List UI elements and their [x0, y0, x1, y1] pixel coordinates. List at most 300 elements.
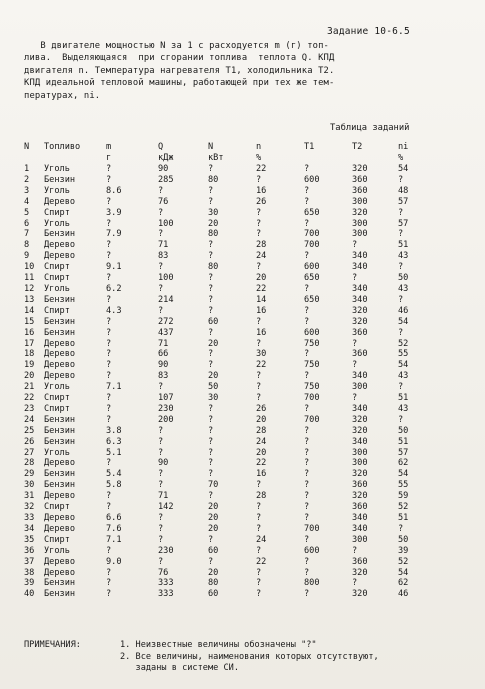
table-row	[24, 240, 426, 251]
cell-efficiency: 30	[256, 349, 267, 360]
cell-number: 14	[24, 305, 35, 316]
cell-mass: ?	[106, 393, 112, 404]
cell-efficiency: ?	[256, 262, 262, 273]
cell-number: 29	[24, 469, 35, 480]
cell-t1: ?	[304, 589, 310, 600]
problem-line: двигателя n. Температура нагревателя Т1, холодильника Т2.	[24, 65, 335, 76]
cell-power: ?	[208, 240, 214, 251]
cell-ideal-efficiency: 43	[398, 283, 409, 294]
cell-heat: 333	[158, 589, 174, 600]
cell-t1: ?	[304, 513, 310, 523]
cell-ideal-efficiency: ?	[398, 207, 404, 218]
table-row	[24, 415, 426, 426]
table-body	[24, 164, 426, 600]
cell-t2: 300	[352, 447, 368, 458]
cell-t2: 320	[352, 414, 368, 425]
cell-mass: 9.1	[106, 262, 122, 273]
cell-heat: 230	[158, 403, 174, 414]
cell-t2: 320	[352, 491, 368, 502]
task-number: Задание 10-6.5	[327, 26, 410, 37]
cell-number: 17	[24, 338, 35, 349]
table-row	[24, 426, 426, 437]
table-row	[24, 546, 426, 557]
cell-mass: ?	[106, 251, 112, 262]
table-row	[24, 229, 426, 240]
cell-fuel: Бензин	[44, 327, 76, 338]
cell-power: 70	[208, 480, 219, 491]
cell-efficiency: ?	[256, 567, 262, 578]
cell-power: 80	[208, 578, 219, 589]
cell-fuel: Дерево	[44, 458, 76, 469]
problem-line: лива. Выделяющаяся при сгорании топлива теплота Q. КПД	[24, 53, 335, 64]
cell-number: 18	[24, 349, 35, 360]
cell-mass: 7.1	[106, 382, 122, 393]
cell-efficiency: 22	[256, 360, 267, 371]
problem-line: В двигателе мощностью N за 1 с расходуется m (г) топ-	[24, 41, 329, 51]
unit-mass: г	[106, 153, 112, 163]
cell-number: 4	[24, 196, 30, 207]
cell-fuel: Бензин	[44, 480, 76, 491]
cell-efficiency: ?	[256, 371, 262, 382]
cell-number: 2	[24, 174, 30, 185]
cell-mass: ?	[106, 294, 112, 305]
cell-efficiency: 24	[256, 251, 267, 262]
unit-ideal-efficiency: %	[398, 153, 404, 163]
cell-efficiency: 28	[256, 425, 267, 436]
cell-heat: ?	[158, 556, 164, 567]
cell-number: 39	[24, 578, 35, 589]
cell-ideal-efficiency: 50	[398, 273, 409, 284]
cell-ideal-efficiency: 51	[398, 513, 409, 523]
cell-heat: 90	[158, 164, 169, 174]
table-row	[24, 349, 426, 360]
problem-line: пературах, ni.	[24, 90, 101, 101]
cell-t1: 700	[304, 414, 320, 425]
cell-fuel: Дерево	[44, 240, 76, 251]
cell-power: ?	[208, 327, 214, 338]
cell-ideal-efficiency: 50	[398, 425, 409, 436]
cell-t1: 600	[304, 174, 320, 185]
cell-fuel: Дерево	[44, 360, 76, 371]
header-t1: T1	[304, 142, 315, 152]
cell-ideal-efficiency: 62	[398, 458, 409, 469]
cell-power: 20	[208, 338, 219, 349]
cell-t1: ?	[304, 185, 310, 196]
cell-efficiency: ?	[256, 502, 262, 513]
table-row	[24, 295, 426, 306]
notes-label: ПРИМЕЧАНИЯ:	[24, 640, 81, 650]
cell-heat: ?	[158, 534, 164, 545]
cell-ideal-efficiency: 50	[398, 534, 409, 545]
cell-mass: ?	[106, 316, 112, 327]
cell-t1: ?	[304, 316, 310, 327]
header-mass: m	[106, 142, 112, 152]
cell-t1: 650	[304, 207, 320, 218]
problem-statement	[24, 40, 454, 102]
table-row	[24, 164, 426, 175]
cell-fuel: Бензин	[44, 469, 76, 480]
cell-number: 31	[24, 491, 35, 502]
cell-t2: ?	[352, 545, 358, 556]
cell-fuel: Спирт	[44, 207, 70, 218]
cell-heat: ?	[158, 185, 164, 196]
cell-fuel: Спирт	[44, 262, 70, 273]
cell-efficiency: 16	[256, 469, 267, 480]
table-row	[24, 219, 426, 230]
cell-t2: 300	[352, 229, 368, 240]
cell-number: 35	[24, 534, 35, 545]
cell-fuel: Бензин	[44, 414, 76, 425]
cell-heat: 90	[158, 360, 169, 371]
cell-heat: ?	[158, 305, 164, 316]
cell-t2: 300	[352, 534, 368, 545]
cell-number: 5	[24, 207, 30, 218]
cell-ideal-efficiency: 39	[398, 545, 409, 556]
cell-efficiency: ?	[256, 578, 262, 589]
cell-fuel: Бензин	[44, 174, 76, 185]
table-row	[24, 568, 426, 579]
cell-mass: 5.8	[106, 480, 122, 491]
cell-power: 60	[208, 589, 219, 600]
cell-heat: 71	[158, 338, 169, 349]
cell-t1: 700	[304, 523, 320, 534]
note-item: 1. Неизвестные величины обозначены "?"	[120, 640, 317, 650]
cell-t2: 360	[352, 556, 368, 567]
cell-t1: ?	[304, 305, 310, 316]
cell-t1: 600	[304, 262, 320, 273]
cell-power: 50	[208, 382, 219, 393]
cell-t2: 320	[352, 207, 368, 218]
cell-ideal-efficiency: ?	[398, 294, 404, 305]
note-row	[24, 663, 469, 675]
cell-power: ?	[208, 185, 214, 196]
cell-ideal-efficiency: ?	[398, 262, 404, 273]
cell-t2: ?	[352, 273, 358, 284]
cell-mass: ?	[106, 360, 112, 371]
cell-heat: 66	[158, 349, 169, 360]
cell-efficiency: ?	[256, 393, 262, 404]
cell-heat: ?	[158, 262, 164, 273]
cell-power: 80	[208, 262, 219, 273]
cell-t2: 340	[352, 513, 368, 523]
tasks-table	[24, 142, 426, 600]
table-row	[24, 382, 426, 393]
cell-t1: ?	[304, 196, 310, 207]
cell-efficiency: ?	[256, 480, 262, 491]
cell-heat: 107	[158, 393, 174, 404]
cell-t2: 320	[352, 425, 368, 436]
unit-power: кВт	[208, 153, 224, 163]
table-row	[24, 458, 426, 469]
table-row	[24, 557, 426, 568]
cell-mass: ?	[106, 327, 112, 338]
cell-t1: 650	[304, 273, 320, 284]
cell-t2: 340	[352, 262, 368, 273]
cell-heat: 200	[158, 414, 174, 425]
cell-t2: 320	[352, 305, 368, 316]
cell-number: 13	[24, 294, 35, 305]
cell-mass: ?	[106, 164, 112, 174]
cell-heat: 272	[158, 316, 174, 327]
table-row	[24, 175, 426, 186]
cell-mass: 6.2	[106, 283, 122, 294]
table-row	[24, 502, 426, 513]
cell-t2: 340	[352, 294, 368, 305]
cell-power: ?	[208, 164, 214, 174]
table-row	[24, 437, 426, 448]
cell-power: ?	[208, 273, 214, 284]
table-row	[24, 404, 426, 415]
cell-fuel: Дерево	[44, 349, 76, 360]
cell-t1: ?	[304, 502, 310, 513]
cell-t1: 800	[304, 578, 320, 589]
cell-power: ?	[208, 458, 214, 469]
table-row	[24, 186, 426, 197]
cell-fuel: Спирт	[44, 403, 70, 414]
cell-t2: 340	[352, 283, 368, 294]
notes	[24, 640, 469, 675]
cell-mass: ?	[106, 273, 112, 284]
cell-t1: 750	[304, 360, 320, 371]
cell-power: ?	[208, 283, 214, 294]
cell-mass: ?	[106, 371, 112, 382]
cell-mass: ?	[106, 458, 112, 469]
cell-ideal-efficiency: 52	[398, 502, 409, 513]
cell-t2: ?	[352, 360, 358, 371]
table-row	[24, 273, 426, 284]
cell-number: 22	[24, 393, 35, 404]
table-row	[24, 393, 426, 404]
cell-t1: ?	[304, 283, 310, 294]
cell-t1: ?	[304, 251, 310, 262]
cell-number: 12	[24, 283, 35, 294]
cell-t2: 300	[352, 382, 368, 393]
cell-power: ?	[208, 436, 214, 447]
cell-heat: ?	[158, 523, 164, 534]
cell-ideal-efficiency: 51	[398, 393, 409, 404]
table-row	[24, 589, 426, 600]
cell-fuel: Дерево	[44, 556, 76, 567]
cell-t2: 340	[352, 371, 368, 382]
cell-heat: 285	[158, 174, 174, 185]
cell-power: ?	[208, 534, 214, 545]
cell-efficiency: 16	[256, 185, 267, 196]
cell-number: 38	[24, 567, 35, 578]
cell-efficiency: 14	[256, 294, 267, 305]
cell-t1: 700	[304, 393, 320, 404]
cell-heat: 83	[158, 251, 169, 262]
cell-power: 20	[208, 218, 219, 229]
cell-mass: 6.3	[106, 436, 122, 447]
cell-t2: 360	[352, 502, 368, 513]
cell-efficiency: ?	[256, 174, 262, 185]
cell-power: 20	[208, 513, 219, 523]
cell-ideal-efficiency: ?	[398, 327, 404, 338]
cell-t1: ?	[304, 403, 310, 414]
cell-heat: 333	[158, 578, 174, 589]
cell-power: ?	[208, 414, 214, 425]
table-row	[24, 197, 426, 208]
cell-power: ?	[208, 349, 214, 360]
cell-mass: ?	[106, 218, 112, 229]
cell-t2: 320	[352, 316, 368, 327]
cell-t1: 700	[304, 229, 320, 240]
cell-fuel: Спирт	[44, 273, 70, 284]
table-row	[24, 328, 426, 339]
cell-efficiency: 26	[256, 196, 267, 207]
header-heat: Q	[158, 142, 164, 152]
cell-t1: ?	[304, 534, 310, 545]
cell-mass: ?	[106, 502, 112, 513]
cell-t1: 750	[304, 382, 320, 393]
cell-number: 16	[24, 327, 35, 338]
cell-heat: 142	[158, 502, 174, 513]
table-row	[24, 578, 426, 589]
table-row	[24, 448, 426, 459]
cell-efficiency: ?	[256, 545, 262, 556]
cell-efficiency: ?	[256, 316, 262, 327]
cell-fuel: Дерево	[44, 196, 76, 207]
cell-t2: 340	[352, 523, 368, 534]
cell-power: ?	[208, 294, 214, 305]
table-row	[24, 339, 426, 350]
cell-number: 27	[24, 447, 35, 458]
cell-efficiency: 22	[256, 458, 267, 469]
cell-number: 3	[24, 185, 30, 196]
cell-heat: ?	[158, 436, 164, 447]
problem-line: КПД идеальной тепловой машины, работающей при тех же тем-	[24, 78, 335, 89]
cell-efficiency: 16	[256, 327, 267, 338]
cell-efficiency: 20	[256, 414, 267, 425]
cell-number: 9	[24, 251, 30, 262]
cell-power: 20	[208, 567, 219, 578]
cell-efficiency: ?	[256, 229, 262, 240]
cell-heat: ?	[158, 229, 164, 240]
cell-power: ?	[208, 360, 214, 371]
cell-heat: 71	[158, 491, 169, 502]
cell-mass: 3.8	[106, 425, 122, 436]
cell-ideal-efficiency: 52	[398, 556, 409, 567]
cell-power: 20	[208, 523, 219, 534]
cell-t2: 300	[352, 458, 368, 469]
cell-t2: 360	[352, 480, 368, 491]
table-row	[24, 208, 426, 219]
cell-number: 10	[24, 262, 35, 273]
unit-fuel	[44, 153, 106, 164]
cell-mass: ?	[106, 338, 112, 349]
table-title: Таблица заданий	[330, 123, 410, 133]
cell-heat: 100	[158, 273, 174, 284]
cell-fuel: Бензин	[44, 294, 76, 305]
cell-ideal-efficiency: 51	[398, 436, 409, 447]
cell-power: 80	[208, 229, 219, 240]
cell-number: 30	[24, 480, 35, 491]
cell-number: 11	[24, 273, 35, 284]
cell-mass: ?	[106, 349, 112, 360]
cell-number: 40	[24, 589, 35, 600]
cell-t2: ?	[352, 240, 358, 251]
cell-ideal-efficiency: 54	[398, 164, 409, 174]
cell-efficiency: 16	[256, 305, 267, 316]
cell-fuel: Бензин	[44, 589, 76, 600]
cell-t2: 320	[352, 469, 368, 480]
note-item: заданы в системе СИ.	[120, 663, 239, 673]
cell-fuel: Бензин	[44, 316, 76, 327]
table-row	[24, 360, 426, 371]
cell-t2: ?	[352, 393, 358, 404]
cell-number: 19	[24, 360, 35, 371]
cell-t1: ?	[304, 447, 310, 458]
cell-power: 20	[208, 502, 219, 513]
cell-ideal-efficiency: 43	[398, 251, 409, 262]
cell-heat: 83	[158, 371, 169, 382]
cell-heat: 437	[158, 327, 174, 338]
cell-ideal-efficiency: 48	[398, 185, 409, 196]
cell-fuel: Уголь	[44, 218, 70, 229]
table-units-row	[24, 153, 426, 164]
cell-efficiency: ?	[256, 513, 262, 523]
cell-mass: 7.6	[106, 523, 122, 534]
cell-t2: 340	[352, 436, 368, 447]
cell-number: 20	[24, 371, 35, 382]
unit-number	[24, 153, 44, 164]
table-row	[24, 524, 426, 535]
cell-mass: ?	[106, 578, 112, 589]
cell-efficiency: ?	[256, 382, 262, 393]
table-row	[24, 284, 426, 295]
cell-fuel: Дерево	[44, 513, 76, 523]
cell-efficiency: 26	[256, 403, 267, 414]
cell-fuel: Бензин	[44, 425, 76, 436]
cell-number: 6	[24, 218, 30, 229]
cell-mass: 6.6	[106, 513, 122, 523]
cell-ideal-efficiency: ?	[398, 174, 404, 185]
cell-number: 15	[24, 316, 35, 327]
cell-t1: ?	[304, 349, 310, 360]
cell-fuel: Уголь	[44, 283, 70, 294]
cell-t1: 750	[304, 338, 320, 349]
cell-t1: ?	[304, 425, 310, 436]
cell-mass: ?	[106, 174, 112, 185]
cell-mass: ?	[106, 240, 112, 251]
cell-number: 25	[24, 425, 35, 436]
cell-number: 1	[24, 164, 30, 174]
cell-t2: 300	[352, 218, 368, 229]
cell-t2: 360	[352, 349, 368, 360]
cell-t2: 300	[352, 196, 368, 207]
table-row	[24, 469, 426, 480]
cell-fuel: Уголь	[44, 164, 70, 174]
cell-number: 28	[24, 458, 35, 469]
cell-number: 21	[24, 382, 35, 393]
cell-ideal-efficiency: 46	[398, 589, 409, 600]
cell-ideal-efficiency: 59	[398, 491, 409, 502]
cell-t1: ?	[304, 218, 310, 229]
cell-heat: 100	[158, 218, 174, 229]
cell-t1: ?	[304, 480, 310, 491]
cell-number: 37	[24, 556, 35, 567]
cell-power: 20	[208, 371, 219, 382]
cell-ideal-efficiency: 54	[398, 567, 409, 578]
cell-fuel: Дерево	[44, 338, 76, 349]
cell-fuel: Спирт	[44, 393, 70, 404]
cell-heat: ?	[158, 480, 164, 491]
note-item: 2. Все величины, наименования которых отсутствуют,	[120, 651, 379, 662]
header-number: N	[24, 142, 30, 152]
cell-mass: ?	[106, 414, 112, 425]
cell-fuel: Бензин	[44, 436, 76, 447]
cell-mass: 7.1	[106, 534, 122, 545]
